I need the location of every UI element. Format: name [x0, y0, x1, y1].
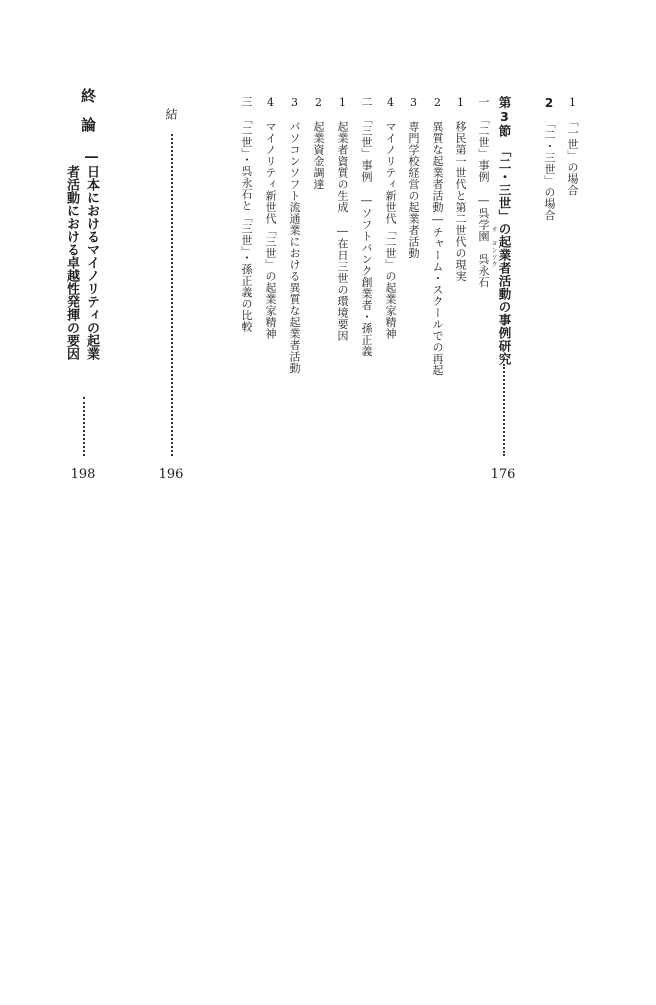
section-heading-text: 第3節 「二・三世」の起業者活動の事例研究	[497, 96, 512, 366]
toc-entry	[408, 96, 419, 259]
entry-number: 1	[566, 96, 579, 110]
entry-number: 4	[264, 96, 277, 110]
leader-dots	[503, 364, 505, 456]
entry-text: 起業者資質の生成 ―在日三世の環境要因	[336, 121, 349, 342]
ruby-reading: オ ヨンソク	[490, 226, 497, 268]
entry-number: 3	[407, 96, 420, 110]
entry-number: 二	[360, 96, 373, 108]
subtitle-line-1: ―日本におけるマイノリティの起業	[84, 150, 99, 360]
entry-text: 「一世」の場合	[566, 121, 579, 196]
chapter-heading-text: 終論	[79, 88, 97, 146]
chapter-heading	[80, 88, 95, 146]
page-number: 196	[158, 467, 184, 482]
leader-dots	[83, 397, 85, 456]
chapter-subtitle	[85, 150, 98, 360]
toc-entry	[337, 96, 348, 342]
toc-entry	[265, 96, 276, 340]
subtitle-line-2: 者活動における卓越性発揮の要因	[64, 165, 79, 360]
entry-text: マイノリティ新世代「二世」の起業家精神	[384, 121, 397, 340]
entry-number: 1	[336, 96, 349, 110]
entry-text: 起業資金調達	[312, 121, 325, 190]
leader-dots	[171, 134, 173, 456]
entry-number: 1	[454, 96, 467, 110]
entry-number: 4	[384, 96, 397, 110]
chapter-heading-text: 結	[164, 108, 178, 121]
entry-text: 異質な起業者活動―チャーム・スクールでの再起	[431, 121, 444, 376]
toc-entry	[543, 96, 555, 221]
toc-entry	[478, 96, 489, 288]
toc-entry	[455, 96, 466, 282]
entry-text: 「二・三世」の場合	[543, 123, 556, 221]
entry-number: 3	[288, 96, 301, 110]
toc-entry	[313, 96, 324, 190]
entry-text: 「二世」・呉永石と「三世」・孫正義の比較	[240, 119, 253, 333]
entry-text: マイノリティ新世代「三世」の起業家精神	[264, 121, 277, 340]
chapter-heading	[165, 108, 177, 121]
section-heading	[498, 96, 511, 365]
page-number: 198	[70, 467, 96, 482]
toc-entry	[432, 96, 443, 376]
entry-number: 2	[312, 96, 325, 110]
toc-entry	[385, 96, 396, 340]
toc-entry	[289, 96, 300, 374]
entry-number: 一	[477, 96, 490, 108]
entry-text: 移民第一世代と第二世代の現実	[454, 121, 467, 282]
toc-entry	[567, 96, 578, 196]
entry-text: 専門学校経営の起業者活動	[407, 121, 420, 259]
entry-number: 2	[431, 96, 444, 110]
entry-text: パソコンソフト流通業における異質な起業者活動	[288, 121, 301, 374]
toc-entry	[241, 96, 252, 333]
toc-entry	[361, 96, 372, 357]
entry-number: 2	[542, 96, 556, 111]
page-number: 176	[490, 467, 516, 482]
entry-number: 三	[240, 96, 253, 108]
chapter-subtitle	[65, 165, 78, 360]
entry-text: 「三世」事例 ―ソフトバンク創業者・孫正義	[360, 119, 373, 357]
entry-text: 「二世」事例 ―呉学園 呉永石	[477, 119, 490, 288]
